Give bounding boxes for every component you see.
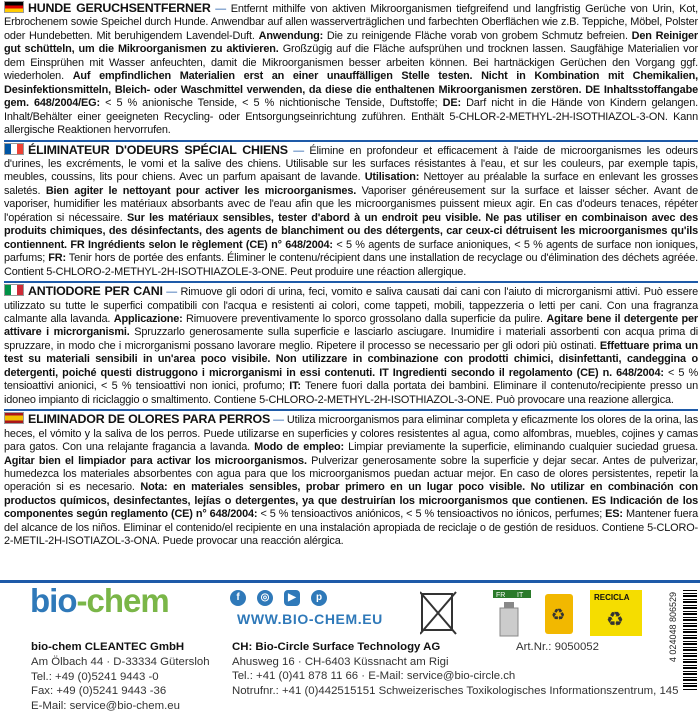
logo-text-bio: bio: [30, 582, 77, 619]
text-run: Tenir hors de portée des enfants. Éliminer le contenu/récipient dans une installation de recyclage ou d'élimination des déchets agréée. Contient 5-CHLORO-2-METHYL-2H-ISOTHIAZOLE-3-ONE. Peut produire une réaction allergique.: [4, 252, 698, 278]
recycling-icons: [420, 588, 670, 638]
text-run: Entfernt mithilfe von aktiven Mikroorganismen tiefgreifend und langfristig Gerüche von Urin, Kot, Erbrochenem sowie Speichel durch Hunde. Anwendbar auf allen wasserverträglichen und farbechten Oberflächen wie z.B. Teppiche, Möbel, Polster oder Hundebetten. Mit beruhigendem Lavendel-Duft.: [4, 3, 698, 42]
text-run: ES:: [605, 508, 623, 521]
section-title: ELIMINADOR DE OLORES PARA PERROS: [28, 412, 271, 427]
footer: [0, 582, 700, 713]
recycle-bin-icon: [545, 594, 573, 634]
text-run: Limpiar previamente la superficie, eliminando cualquier suciedad gruesa.: [344, 441, 698, 454]
text-run: Die zu reinigende Fläche vorab von grobem Schmutz befreien.: [323, 29, 632, 42]
company-de-tel: Tel.: +49 (0)5241 9443 -0: [31, 670, 159, 683]
svg-text:RECICLA: RECICLA: [594, 593, 630, 602]
text-run: Nettoyer au préalable la surface en enlevant les grosses saletés.: [4, 171, 698, 197]
text-run: Rimuovere preventivamente lo sporco grossolano dalla superficie da pulire.: [182, 312, 547, 325]
text-run: Anwendung:: [258, 29, 324, 42]
text-run: Utiliza microorganismos para eliminar completa y eficazmente los olores de la orina, las heces, el vómito y la saliva de los perros. Puede utilizarse en superficies y colores resistentes al agua, como alfombras, muebles, cojines y camas para gatos. Con una relajante fragancia a lavanda.: [4, 414, 698, 454]
company-ch-name: CH: Bio-Circle Surface Technology AG: [232, 641, 441, 653]
text-run: Darf nicht in die Hände von Kindern gelangen. Inhalt/Behälter einer geeigneten Recycling- oder Entsorgungseinrichtung zuführen. Enthält 5-CHLOR-2-METHYL-2H-ISOTHIAZOL-3-ON. Kann allergische Reaktionen hervorrufen.: [4, 97, 698, 137]
text-run: Rimuove gli odori di urina, feci, vomito e saliva causati dai cani con l'aiuto di microrganismi attivi. Può essere utilizzato su tutte le superfici compatibili con l'acqua e resistenti ai colori, come tappeti, mobili, tappezzeria o letti per cani. Con una fragranza calmante alla lavanda.: [4, 286, 698, 325]
text-run: Mantener fuera del alcance de los niños. Eliminar el contenido/el recipiente en una instalación apropiada de reciclaje o de gestión de residuos. Contiene 5-CLORO-2-METIL-2H-ISOTIAZOL-3-ONA. Puede provocar una reacción alérgica.: [4, 508, 698, 548]
text-run: Utilisation:: [364, 171, 420, 184]
section-text: ANTIODORE PER CANI — Rimuove gli odori di urina, feci, vomito e saliva causati dai cani con l'aiuto di microrganismi attivi. Può essere utilizzato su tutte le superfici compatibili con l'acqua e resistenti ai colori, come tappeti, mobili, tappezzeria o letti per cani. Con una fragranza calmante alla lavanda. Applicazione: Rimuovere preventivamente lo sporco grossolano dalla superficie da pulire. Agitare bene il detergente per attivare i microrganismi. Spruzzarlo generosamente sulla superficie e lasciarlo asciugare. Inumidire i materiali assorbenti con acqua prima di spruzzare, in modo che i microrganismi possano lavorare meglio. Ripetere il processo se necessario per gli odori più ostinati. Effettuare prima un test su materiali sensibili in un'area poco visibile. Non utilizzare in combinazione con prodotti chimici, disinfettanti, candeggina o detergenti, poiché questi distruggono i microrganismi in essi contenuti. IT Ingredienti secondo il regolamento (CE) n. 648/2004: < 5 % tensioattivi anionici, < 5 % tensioattivi non ionici, profumo; IT: Tenere fuori dalla portata dei bambini. Eliminare il contenuto/recipiente presso un idoneo impianto di riciclaggio o smaltimento. Contiene 5-CHLORO-2-METHYL-2H-ISOTHIAZOL-3-ONE. Può provocare una reazione allergica.: [4, 284, 699, 406]
text-run: Auf empfindlichen Materialien erst an einer unauffälligen Stelle testen. Nicht in Kombination mit Chemikalien, Desinfektionsmitteln, Bleich- oder Waschmittel verwenden, da diese die enthaltenen Mikroorganismen zerstören.: [4, 70, 698, 96]
company-de-email[interactable]: E-Mail: service@bio-chem.eu: [31, 700, 180, 713]
youtube-icon[interactable]: ▶: [284, 590, 300, 606]
text-run: < 5 % tensioattivi anionici, < 5 % tensioattivi non ionici, profumo;: [4, 366, 698, 393]
company-ch: [232, 640, 482, 670]
text-run: Élimine en profondeur et efficacement à l'aide de microorganismes les odeurs d'urines, les excréments, le vomi et la salive des chiens. Utilisable sur les surfaces résistantes à l'eau, et sur les couleurs, par exemple tapis, meubles, coussins, lits pour chiens. Avec un parfum apaisant de lavande.: [4, 144, 698, 184]
text-run: Applicazione:: [113, 312, 183, 325]
logo-text-chem: -chem: [76, 582, 169, 619]
company-de-address: Am Ölbach 44 · D-33334 Gütersloh: [31, 655, 210, 668]
text-run: Vaporiser généreusement sur la surface et laisser sécher. Avant de vaporiser, humidifier les matériaux absorbants avec de l'eau afin que les microorganismes puissent mieux agir. En cas d'odeurs tenaces, répéter l'opération si nécessaire.: [4, 184, 698, 224]
social-icons: [230, 590, 327, 606]
company-ch-contact: [232, 669, 700, 699]
svg-text:♻: ♻: [551, 607, 566, 624]
text-run: FR:: [48, 252, 66, 265]
text-run: Effettuare prima un test su materiali sensibili in un'area poco visibile. Non utilizzare in combinazione con prodotti chimici, disinfettanti, candeggina o detergenti, poiché questi distruggono i microrganismi in essi contenuti.: [4, 339, 698, 379]
text-run: < 5 % agents de surface anioniques, < 5 % agents de surface non ioniques, parfums;: [4, 238, 698, 265]
section-title: ÉLIMINATEUR D'ODEURS SPÉCIAL CHIENS: [28, 142, 288, 157]
section-title: HUNDE GERUCHSENTFERNER: [28, 1, 211, 15]
bio-chem-logo: [30, 582, 169, 619]
flag-fr-icon: [4, 143, 24, 155]
section-fr: [4, 140, 698, 280]
svg-text:IT: IT: [517, 592, 524, 599]
text-run: DE:: [442, 97, 461, 110]
website-link[interactable]: WWW.BIO-CHEM.EU: [237, 611, 383, 627]
text-run: Modo de empleo:: [254, 441, 345, 454]
company-de-fax: Fax: +49 (0)5241 9443 -36: [31, 685, 167, 698]
text-run: Agitar bien el limpiador para activar los microorganismos.: [4, 454, 307, 467]
svg-text:♻: ♻: [606, 609, 624, 631]
flag-it-icon: [4, 284, 24, 296]
text-run: Pulverizar generosamente sobre la superficie y dejar secar. Antes de pulverizar, humedezca los materiales absorbentes con agua para que los microorganismos puedan actuar mejor. En caso de olores persistentes, repetir la operación si es necesario.: [4, 454, 699, 494]
text-run: Nota: en materiales sensibles, probar primero en un lugar poco visible. No utilizar en combinación con productos químicos, desinfectantes, lejías o detergentes, ya que destruirían los microorganismos que contienen.: [4, 481, 698, 507]
flag-es-icon: [4, 412, 24, 424]
text-run: ES Indicación de los componentes según reglamento (CE) n° 648/2004:: [4, 494, 698, 521]
section-text: ÉLIMINATEUR D'ODEURS SPÉCIAL CHIENS — Élimine en profondeur et efficacement à l'aide de microorganismes les odeurs d'urines, les excréments, le vomi et la salive des chiens. Utilisable sur les surfaces résistantes à l'eau, et sur les couleurs, par exemple tapis, meubles, coussins, lits pour chiens. Avec un parfum apaisant de lavande. Utilisation: Nettoyer au préalable la surface en enlevant les grosses saletés. Bien agiter le nettoyant pour activer les microorganismes. Vaporiser généreusement sur la surface et laisser sécher. Avant de vaporiser, humidifier les matériaux absorbants avec de l'eau afin que les microorganismes puissent mieux agir. En cas d'odeurs tenaces, répéter l'opération si nécessaire. Sur les matériaux sensibles, tester d'abord à un endroit peu visible. Ne pas utiliser en combinaison avec des produits chimiques, des désinfectants, des agents de blanchiment ou des détergents, car ceux-ci détruisent les microorganismes qu'ils contiennent. FR Ingrédients selon le règlement (CE) n° 648/2004: < 5 % agents de surface anioniques, < 5 % agents de surface non ioniques, parfums; FR: Tenir hors de portée des enfants. Éliminer le contenu/récipient dans une installation de recyclage ou d'élimination des déchets agréée. Contient 5-CHLORO-2-METHYL-2H-ISOTHIAZOLE-3-ONE. Peut produire une réaction allergique.: [4, 142, 698, 278]
text-run: FR Ingrédients selon le règlement (CE) n° 648/2004:: [66, 238, 333, 251]
article-number: Art.Nr.: 9050052: [516, 641, 599, 653]
text-run: IT Ingredienti secondo il regolamento (CE) n. 648/2004:: [375, 366, 664, 379]
section-text: HUNDE GERUCHSENTFERNER — Entfernt mithilfe von aktiven Mikroorganismen tiefgreifend und langfristig Gerüche von Urin, Kot, Erbrochenem sowie Speichel durch Hunde. Anwendbar auf allen wasserverträglichen und farbechten Oberflächen wie z.B. Teppiche, Möbel, Polster oder Hundebetten. Mit beruhigendem Lavendel-Duft. Anwendung: Die zu reinigende Fläche vorab von grobem Schmutz befreien. Den Reiniger gut schütteln, um die Mikroorganismen zu aktivieren. Großzügig auf die Fläche aufsprühen und trocknen lassen. Saugfähige Materialien vor dem Einsprühen mit Wasser anfeuchten, damit die Mikroorganismen besser arbeiten können. Bei hartnäckigen Gerüchen den Vorgang ggf. wiederholen. Auf empfindlichen Materialien erst an einer unauffälligen Stelle testen. Nicht in Kombination mit Chemikalien, Desinfektionsmitteln, Bleich- oder Waschmittel verwenden, da diese die enthaltenen Mikroorganismen zerstören. DE Inhaltsstoffangabe gem. 648/2004/EG: < 5 % anionische Tenside, < 5 % nichtionische Tenside, Duftstoffe; DE: Darf nicht in die Hände von Kindern gelangen. Inhalt/Behälter einer geeigneten Recycling- oder Entsorgungseinrichtung zuführen. Enthält 5-CHLOR-2-METHYL-2H-ISOTHIAZOL-3-ON. Kann allergische Reaktionen hervorrufen.: [4, 1, 699, 137]
text-run: DE Inhaltsstoffangabe gem. 648/2004/EG:: [4, 83, 698, 110]
company-de-name: bio-chem CLEANTEC GmbH: [31, 641, 185, 653]
section-es: [4, 409, 698, 549]
label-text-area: [4, 0, 698, 551]
spray-bottle-icon: [493, 590, 531, 636]
text-run: Sur les matériaux sensibles, tester d'abord à un endroit peu visible. Ne pas utiliser en combinaison avec des produits chimiques, des désinfectants, des agents de blanchiment ou des détergents, car ceux-ci détruisent les microorganismes qu'ils contiennent.: [4, 211, 698, 251]
section-text: ELIMINADOR DE OLORES PARA PERROS — Utiliza microorganismos para eliminar completa y eficazmente los olores de la orina, las heces, el vómito y la saliva de los perros. Puede utilizarse en superficies y colores resistentes al agua, como alfombras, muebles, cojines y camas para gatos. Con una relajante fragancia a lavanda. Modo de empleo: Limpiar previamente la superficie, eliminando cualquier suciedad gruesa. Agitar bien el limpiador para activar los microorganismos. Pulverizar generosamente sobre la superficie y dejar secar. Antes de pulverizar, humedezca los materiales absorbentes con agua para que los microorganismos puedan actuar mejor. En caso de olores persistentes, repetir la operación si es necesario. Nota: en materiales sensibles, probar primero en un lugar poco visible. No utilizar en combinación con productos químicos, desinfectantes, lejías o detergentes, ya que destruirían los microorganismos que contienen. ES Indicación de los componentes según reglamento (CE) n° 648/2004: < 5 % tensioactivos aniónicos, < 5 % tensioactivos no iónicos, perfumes; ES: Mantener fuera del alcance de los niños. Eliminar el contenido/el recipiente en una instalación apropiada de reciclaje o de gestión de residuos. Contiene 5-CLORO-2-METIL-2H-ISOTIAZOL-3-ONA. Puede provocar una reacción alérgica.: [4, 412, 699, 548]
barcode-number: 4 024048 806529: [668, 592, 678, 663]
section-title: ANTIODORE PER CANI: [28, 284, 163, 299]
facebook-icon[interactable]: f: [230, 590, 246, 606]
text-run: Agitare bene il detergente per attivare i microrganismi.: [4, 312, 698, 339]
text-run: < 5 % anionische Tenside, < 5 % nichtionische Tenside, Duftstoffe;: [99, 97, 443, 110]
company-ch-tel: Tel.: +41 (0)41 878 11 66 · E-Mail: service@bio-circle.ch: [232, 670, 516, 682]
text-run: Tenere fuori dalla portata dei bambini. Eliminare il contenuto/recipiente presso un idoneo impianto di riciclaggio o smaltimento. Contiene 5-CHLORO-2-METHYL-2H-ISOTHIAZOL-3-ONE. Può provocare una reazione allergica.: [4, 380, 699, 406]
company-de: [31, 640, 221, 714]
text-run: < 5 % tensioactivos aniónicos, < 5 % tensioactivos no iónicos, perfumes;: [257, 508, 606, 521]
dont-dispose-icon: [420, 592, 456, 634]
emergency-number: Notrufnr.: +41 (0)442515151 Schweizerisches Toxikologisches Informationszentrum, 145: [232, 684, 679, 697]
text-run: Bien agiter le nettoyant pour activer les microorganismes.: [45, 184, 357, 197]
section-it: [4, 281, 698, 407]
svg-text:FR: FR: [496, 592, 506, 599]
text-run: Großzügig auf die Fläche aufsprühen und trocknen lassen. Saugfähige Materialien vor dem Einsprühen mit Wasser anfeuchten, damit die Mikroorganismen besser arbeiten können. Bei hartnäckigen Gerüchen den Vorgang ggf. wiederholen.: [4, 43, 698, 83]
instagram-icon[interactable]: ◎: [257, 590, 273, 606]
pinterest-icon[interactable]: p: [311, 590, 327, 606]
company-ch-address: Ahusweg 16 · CH-6403 Küssnacht am Rigi: [232, 655, 449, 668]
text-run: Spruzzarlo generosamente sulla superficie e lasciarlo asciugare. Inumidire i materiali assorbenti con acqua prima di spruzzare, in modo che i microrganismi possano lavorare meglio. Ripetere il processo se necessario per gli odori più ostinati.: [4, 326, 698, 352]
text-run: IT:: [289, 380, 301, 393]
section-de: [4, 0, 698, 138]
text-run: Den Reiniger gut schütteln, um die Mikroorganismen zu aktivieren.: [4, 29, 699, 56]
recicla-icon: [590, 590, 642, 636]
flag-de-icon: [4, 1, 24, 13]
